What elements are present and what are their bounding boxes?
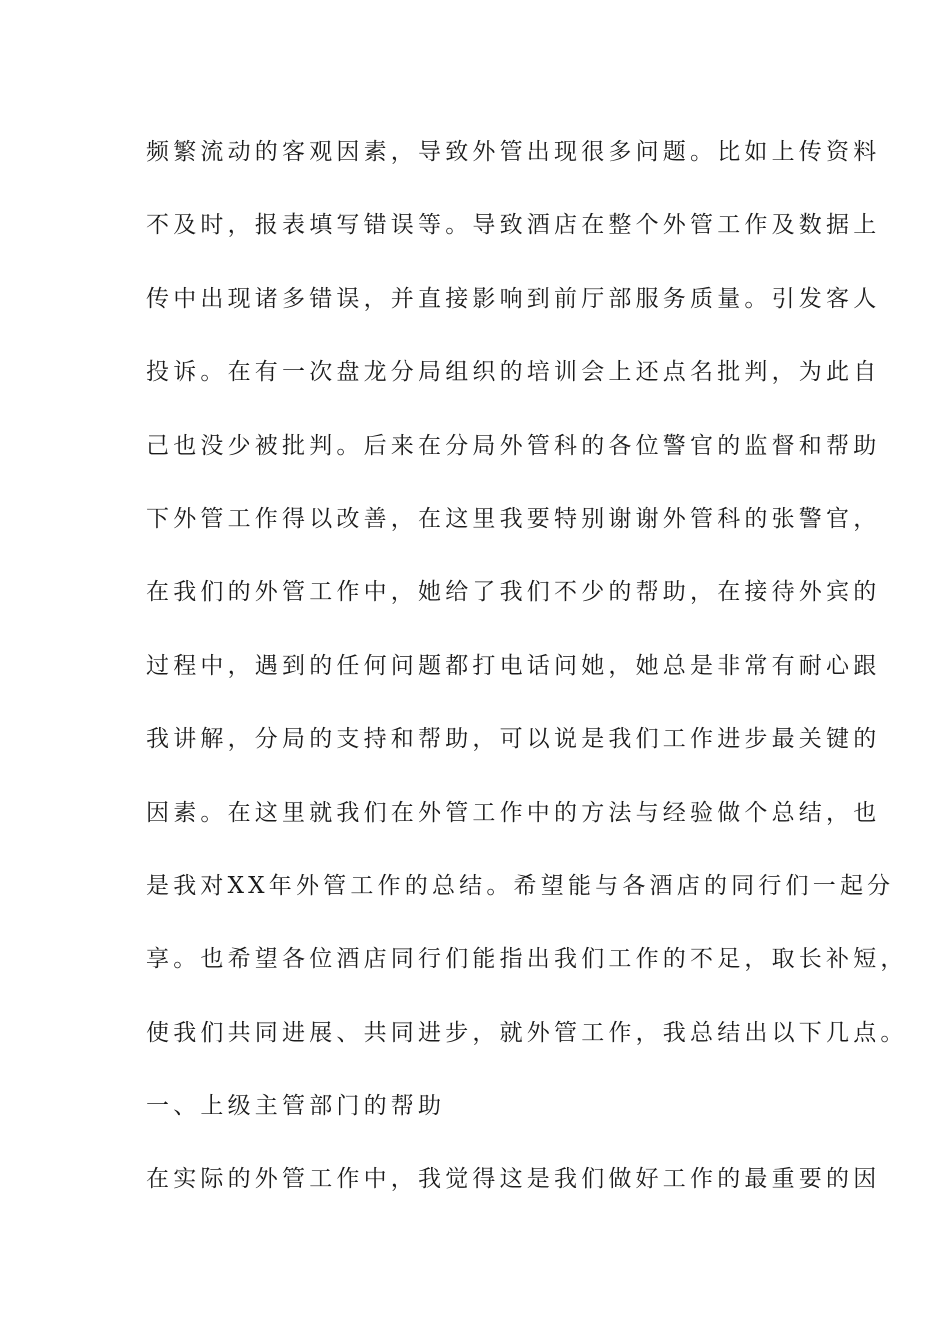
text-line-5: 己也没少被批判。后来在分局外管科的各位警官的监督和帮助: [146, 432, 881, 459]
text-line-4: 投诉。在有一次盘龙分局组织的培训会上还点名批判，为此自: [146, 359, 881, 386]
section-heading: 一、上级主管部门的帮助: [146, 1093, 446, 1120]
text-line-13: 使我们共同进展、共同进步，就外管工作，我总结出以下几点。: [146, 1019, 908, 1046]
text-line-15: 在实际的外管工作中，我觉得这是我们做好工作的最重要的因: [146, 1166, 881, 1193]
text-line-10: 因素。在这里就我们在外管工作中的方法与经验做个总结，也: [146, 799, 881, 826]
text-line-1: 频繁流动的客观因素，导致外管出现很多问题。比如上传资料: [146, 139, 881, 165]
text-line-2: 不及时，报表填写错误等。导致酒店在整个外管工作及数据上: [146, 212, 881, 239]
text-line-12: 享。也希望各位酒店同行们能指出我们工作的不足，取长补短，: [146, 946, 908, 973]
text-line-11: 是我对XX年外管工作的总结。希望能与各酒店的同行们一起分: [146, 872, 895, 899]
text-line-9: 我讲解，分局的支持和帮助，可以说是我们工作进步最关键的: [146, 726, 881, 753]
document-body: [146, 132, 908, 1233]
text-line-8: 过程中，遇到的任何问题都打电话问她，她总是非常有耐心跟: [146, 652, 881, 679]
text-line-6: 下外管工作得以改善，在这里我要特别谢谢外管科的张警官，: [146, 505, 881, 532]
text-line-3: 传中出现诸多错误，并直接影响到前厅部服务质量。引发客人: [146, 285, 881, 312]
text-line-7: 在我们的外管工作中，她给了我们不少的帮助，在接待外宾的: [146, 579, 881, 606]
